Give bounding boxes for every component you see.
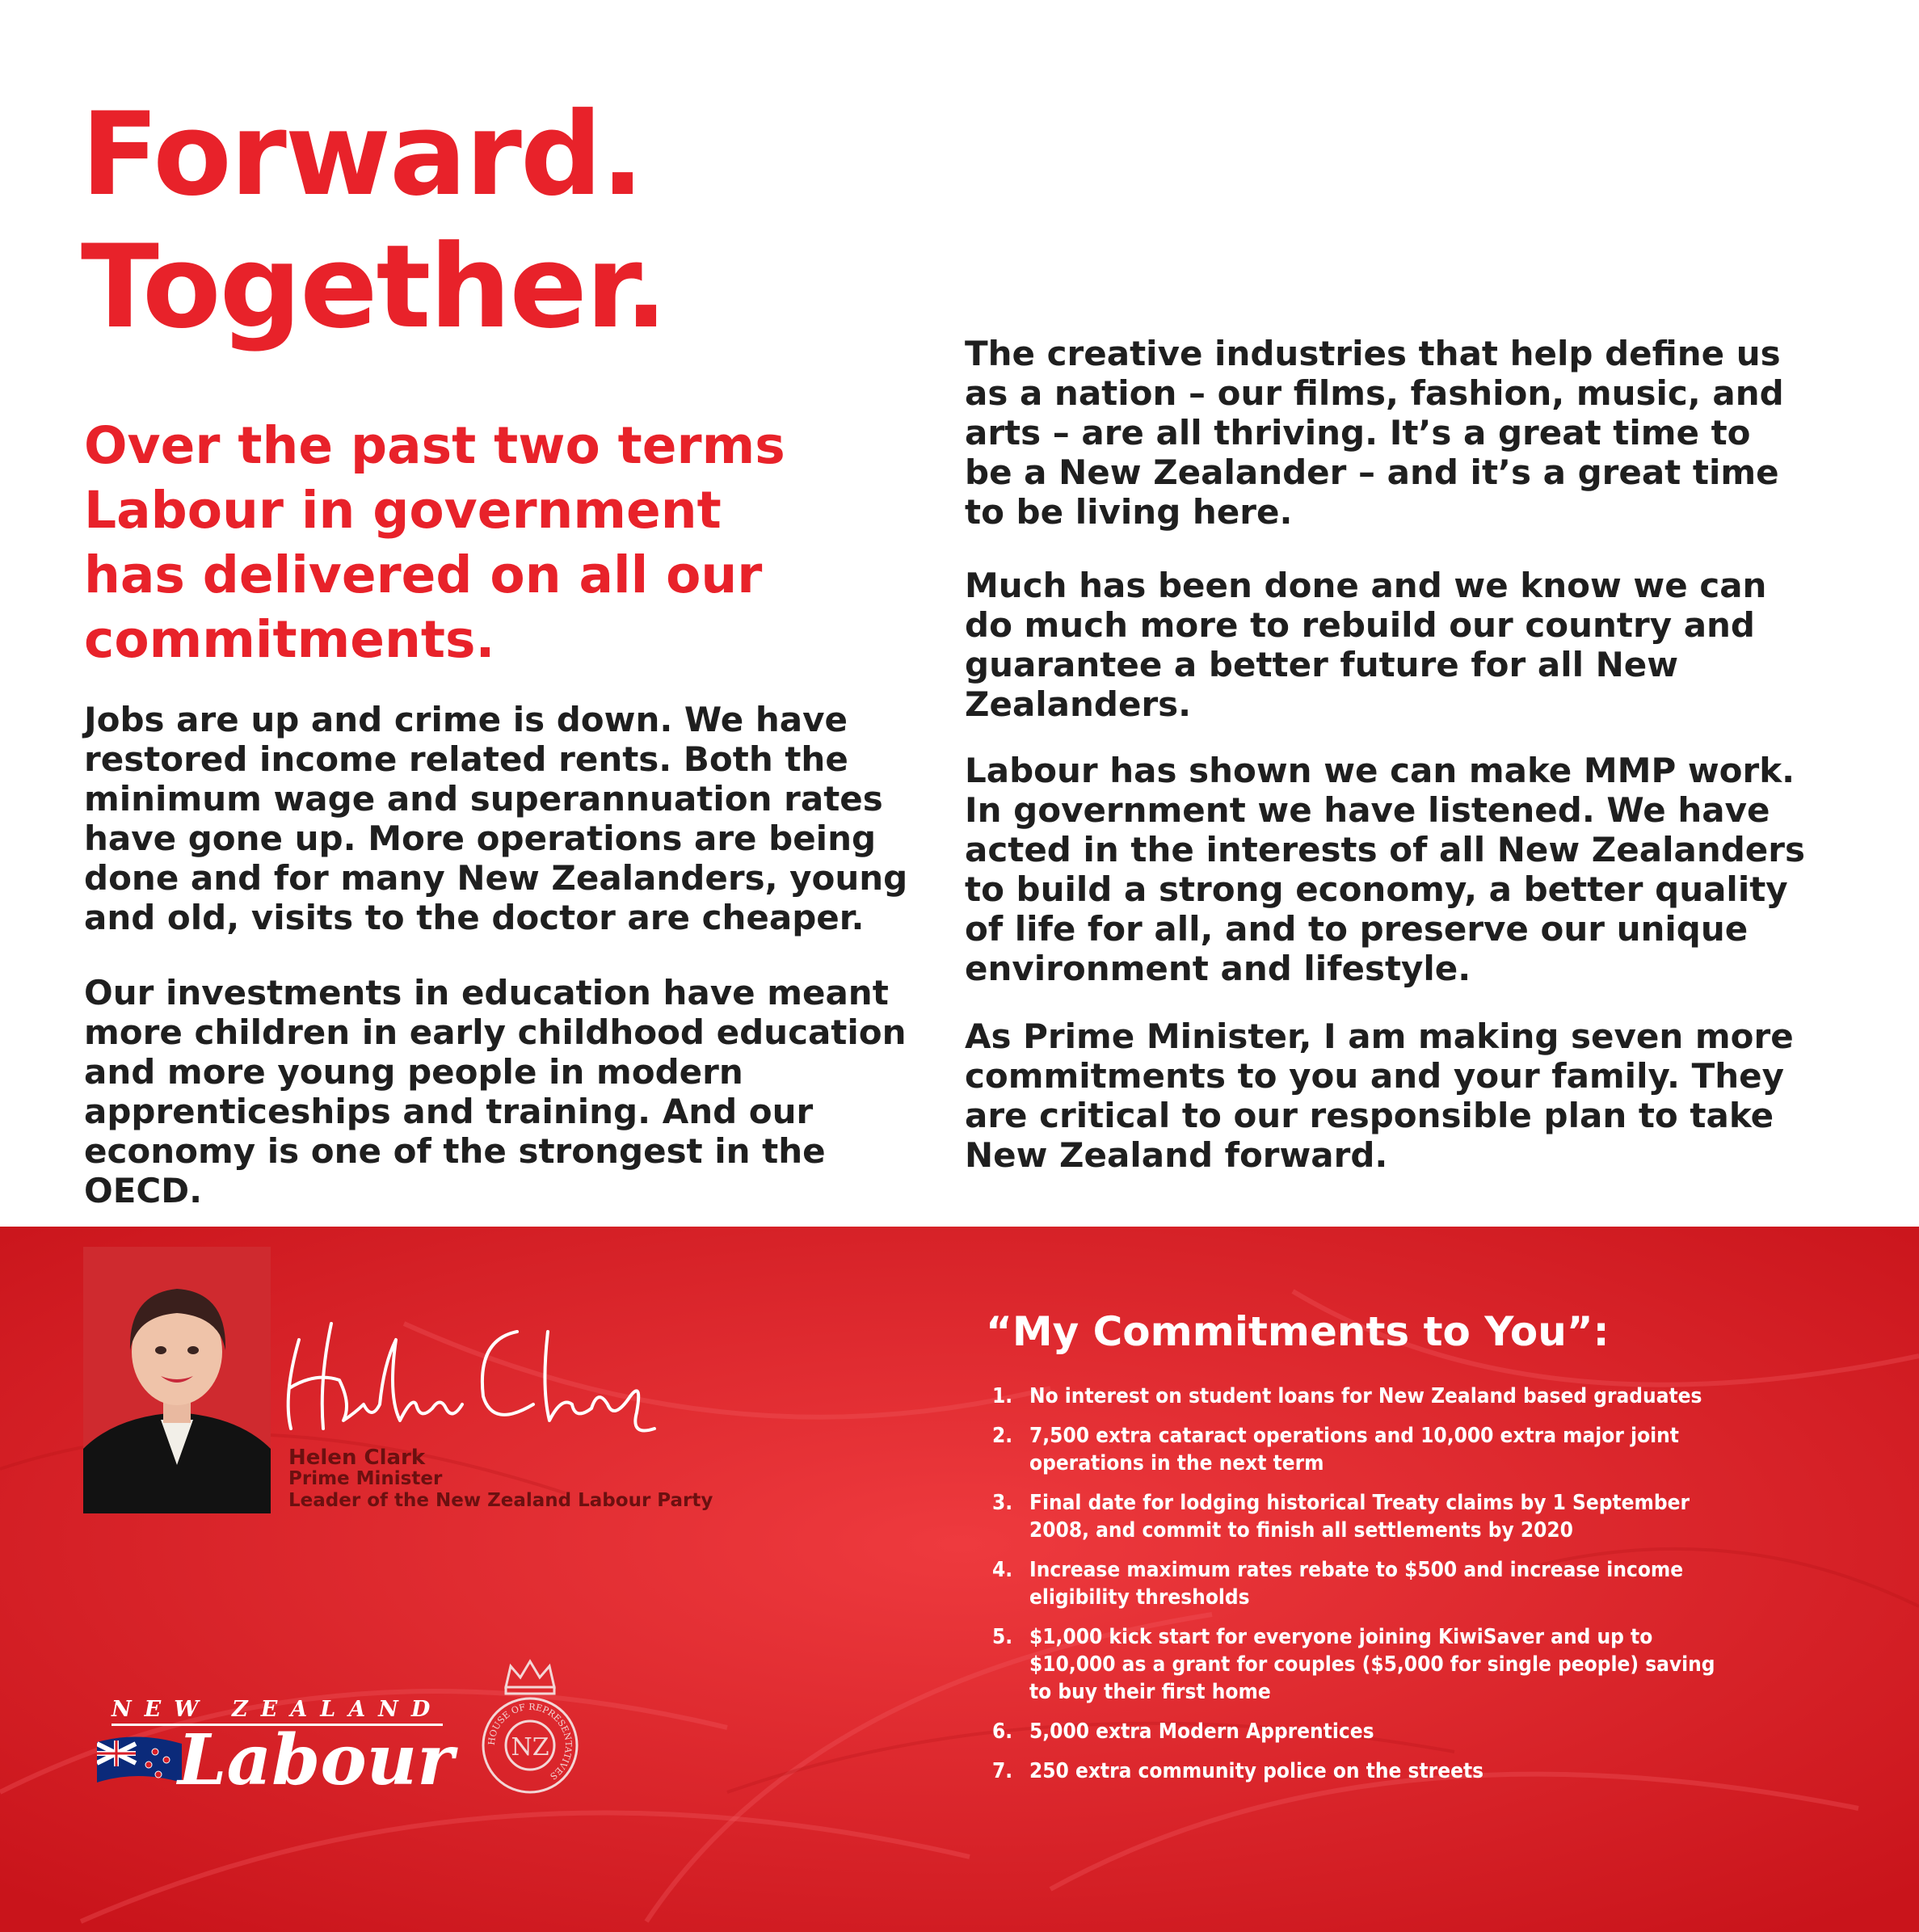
- item-number: 5.: [992, 1625, 1013, 1649]
- signatory-title: Prime Minister: [288, 1468, 443, 1489]
- item-text: Increase maximum rates rebate to $500 and increase income eligibility thresholds: [1029, 1558, 1684, 1610]
- commitments-title: “My Commitments to You”:: [986, 1308, 1610, 1355]
- handwritten-signature: [275, 1307, 663, 1445]
- item-number: 4.: [992, 1558, 1013, 1582]
- commitments-panel: [0, 1227, 1919, 1932]
- item-number: 2.: [992, 1424, 1013, 1448]
- right-paragraph-1: The creative industries that help define us as a nation – our films, fashion, music, and arts – are all thriving. It’s a great time to be a New Zealander – and it’s a great time to be living here.: [965, 334, 1784, 532]
- right-paragraph-4: As Prime Minister, I am making seven more commitments to you and your family. They are critical to our responsible plan to take New Zealand forward.: [965, 1017, 1794, 1175]
- list-item: [992, 1556, 1736, 1611]
- item-text: $1,000 kick start for everyone joining KiwiSaver and up to $10,000 as a grant for couples ($5,000 for single people) saving to buy their first home: [1029, 1625, 1715, 1704]
- list-item: [992, 1718, 1736, 1745]
- list-item: [992, 1489, 1736, 1544]
- parliament-seal-icon: [475, 1655, 585, 1797]
- subheading: Over the past two terms Labour in government has delivered on all our commitments.: [84, 416, 785, 669]
- left-paragraph-2: Our investments in education have meant more children in early childhood education and more young people in modern apprenticeships and training. And our economy is one of the strongest in the OECD.: [84, 973, 907, 1210]
- signatory-name: Helen Clark: [288, 1446, 426, 1470]
- right-paragraph-3: Labour has shown we can make MMP work. In government we have listened. We have acted in the interests of all New Zealanders to build a strong economy, a better quality of life for all, and to preserve our unique environment and lifestyle.: [965, 751, 1805, 988]
- right-paragraph-2: Much has been done and we know we can do much more to rebuild our country and guarantee a better future for all New Zealanders.: [965, 566, 1767, 724]
- signatory-role: Leader of the New Zealand Labour Party: [288, 1490, 713, 1511]
- item-number: 3.: [992, 1491, 1013, 1515]
- portrait-illustration: [83, 1247, 271, 1513]
- left-paragraph-1: Jobs are up and crime is down. We have restored income related rents. Both the minimum wage and superannuation rates have gone up. More operations are being done and for many New Zealanders, young and old, visits to the doctor are cheaper.: [84, 700, 908, 937]
- list-item: [992, 1623, 1736, 1706]
- commitments-list: [992, 1383, 1736, 1797]
- headline: [81, 89, 667, 354]
- item-text: No interest on student loans for New Zealand based graduates: [1029, 1384, 1702, 1408]
- item-number: 1.: [992, 1384, 1013, 1408]
- item-text: Final date for lodging historical Treaty claims by 1 September 2008, and commit to finish all settlements by 2020: [1029, 1491, 1690, 1543]
- seal-center: NZ: [511, 1733, 549, 1762]
- logo-wordmark: Labour: [178, 1719, 454, 1801]
- headline-line-1: Forward.: [81, 88, 643, 221]
- nz-flag-icon: [97, 1734, 182, 1787]
- item-text: 7,500 extra cataract operations and 10,000 extra major joint operations in the next term: [1029, 1424, 1679, 1475]
- portrait-photo: [83, 1247, 271, 1513]
- list-item: [992, 1383, 1736, 1410]
- item-number: 7.: [992, 1759, 1013, 1783]
- headline-line-2: Together.: [81, 221, 667, 354]
- logo-top-line: NEW ZEALAND: [112, 1697, 443, 1726]
- item-number: 6.: [992, 1719, 1013, 1744]
- item-text: 250 extra community police on the streets: [1029, 1759, 1484, 1783]
- list-item: [992, 1422, 1736, 1477]
- list-item: [992, 1757, 1736, 1785]
- seal-ring-text: HOUSE OF REPRESENTATIVES: [486, 1701, 574, 1782]
- item-text: 5,000 extra Modern Apprentices: [1029, 1719, 1374, 1744]
